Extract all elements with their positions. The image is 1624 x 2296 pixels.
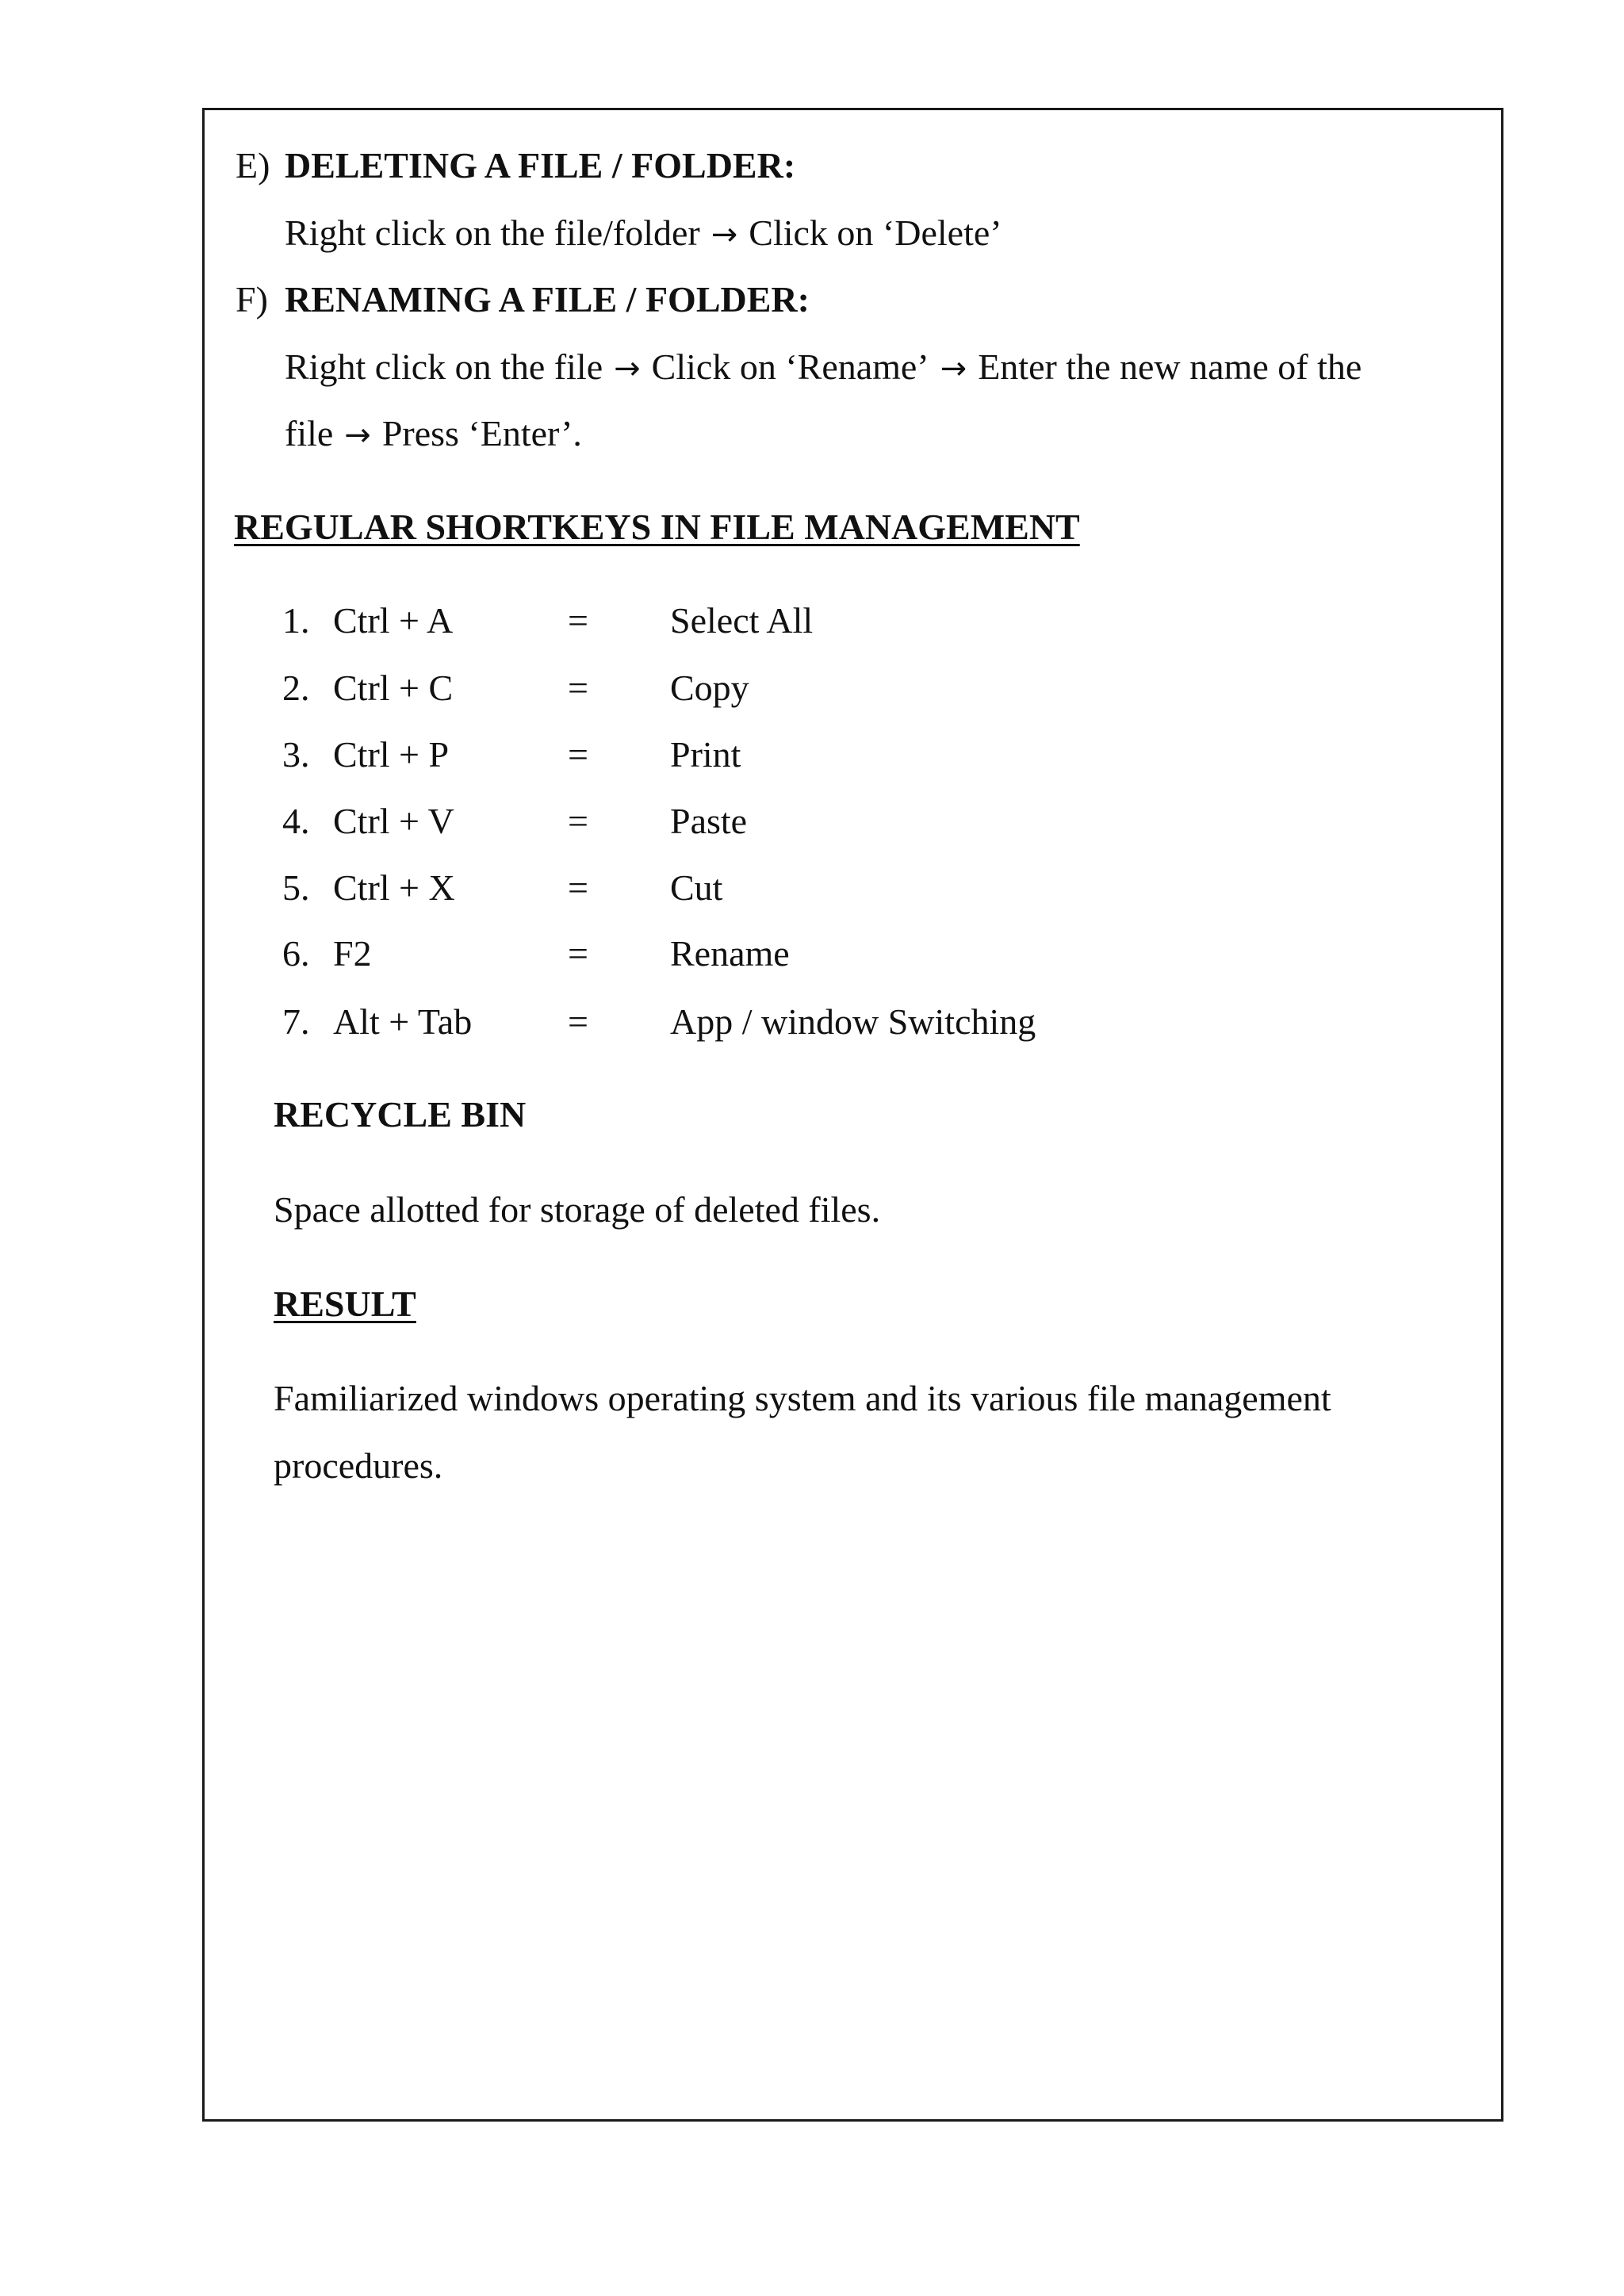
arrow-right-icon: → [940,350,967,387]
shortkey-number: 6. [282,933,310,974]
equals-sign: = [568,600,588,641]
result-text-line1: Familiarized windows operating system and its various file management [274,1378,1331,1418]
equals-sign: = [568,668,588,708]
section-f-letter: F) [236,279,268,320]
shortkey-combo: Ctrl + C [333,668,454,708]
shortkey-action: App / window Switching [670,1001,1036,1042]
equals-sign: = [568,801,588,841]
equals-sign: = [568,867,588,908]
shortkey-action: Cut [670,867,723,908]
shortkeys-heading: REGULAR SHORTKEYS IN FILE MANAGEMENT [234,507,1080,547]
recycle-bin-text: Space allotted for storage of deleted files. [274,1189,881,1230]
section-f-step2: Click on ‘Rename’ [651,346,929,387]
shortkey-action: Rename [670,933,790,974]
equals-sign: = [568,1001,588,1042]
shortkey-action: Print [670,734,741,775]
section-e-step1: Right click on the file/folder [285,212,700,253]
shortkey-number: 7. [282,1001,310,1042]
section-e-letter: E) [236,145,270,186]
section-e-steps [285,212,1002,253]
result-heading: RESULT [274,1284,416,1324]
shortkey-action: Paste [670,801,748,841]
shortkey-number: 2. [282,668,310,708]
section-e-step2: Click on ‘Delete’ [749,212,1002,253]
equals-sign: = [568,734,588,775]
shortkey-combo: Ctrl + X [333,867,455,908]
shortkey-number: 5. [282,867,310,908]
shortkey-number: 3. [282,734,310,775]
shortkey-number: 1. [282,600,310,641]
equals-sign: = [568,933,588,974]
section-e-heading: DELETING A FILE / FOLDER: [285,145,796,186]
arrow-right-icon: → [710,216,738,253]
section-f-step1: Right click on the file [285,346,603,387]
section-f-heading: RENAMING A FILE / FOLDER: [285,279,810,320]
section-e-heading-line [236,147,270,184]
result-text-line2: procedures. [274,1445,443,1486]
section-f-steps-line2 [285,415,582,452]
shortkey-number: 4. [282,801,310,841]
shortkey-combo: Ctrl + A [333,600,454,641]
recycle-bin-heading: RECYCLE BIN [274,1094,527,1135]
shortkey-action: Copy [670,668,749,708]
shortkey-combo: Ctrl + V [333,801,454,841]
shortkey-action: Select All [670,600,814,641]
section-f-step3: Enter the new name of the [978,346,1362,387]
shortkey-combo: Alt + Tab [333,1001,473,1042]
section-f-steps-line1 [285,346,1362,387]
arrow-right-icon: → [344,417,371,453]
section-f-step3-cont: file [285,413,334,453]
shortkey-combo: Ctrl + P [333,734,450,775]
shortkey-combo: F2 [333,933,372,974]
arrow-right-icon: → [614,350,641,387]
section-f-step4: Press ‘Enter’. [381,413,582,453]
